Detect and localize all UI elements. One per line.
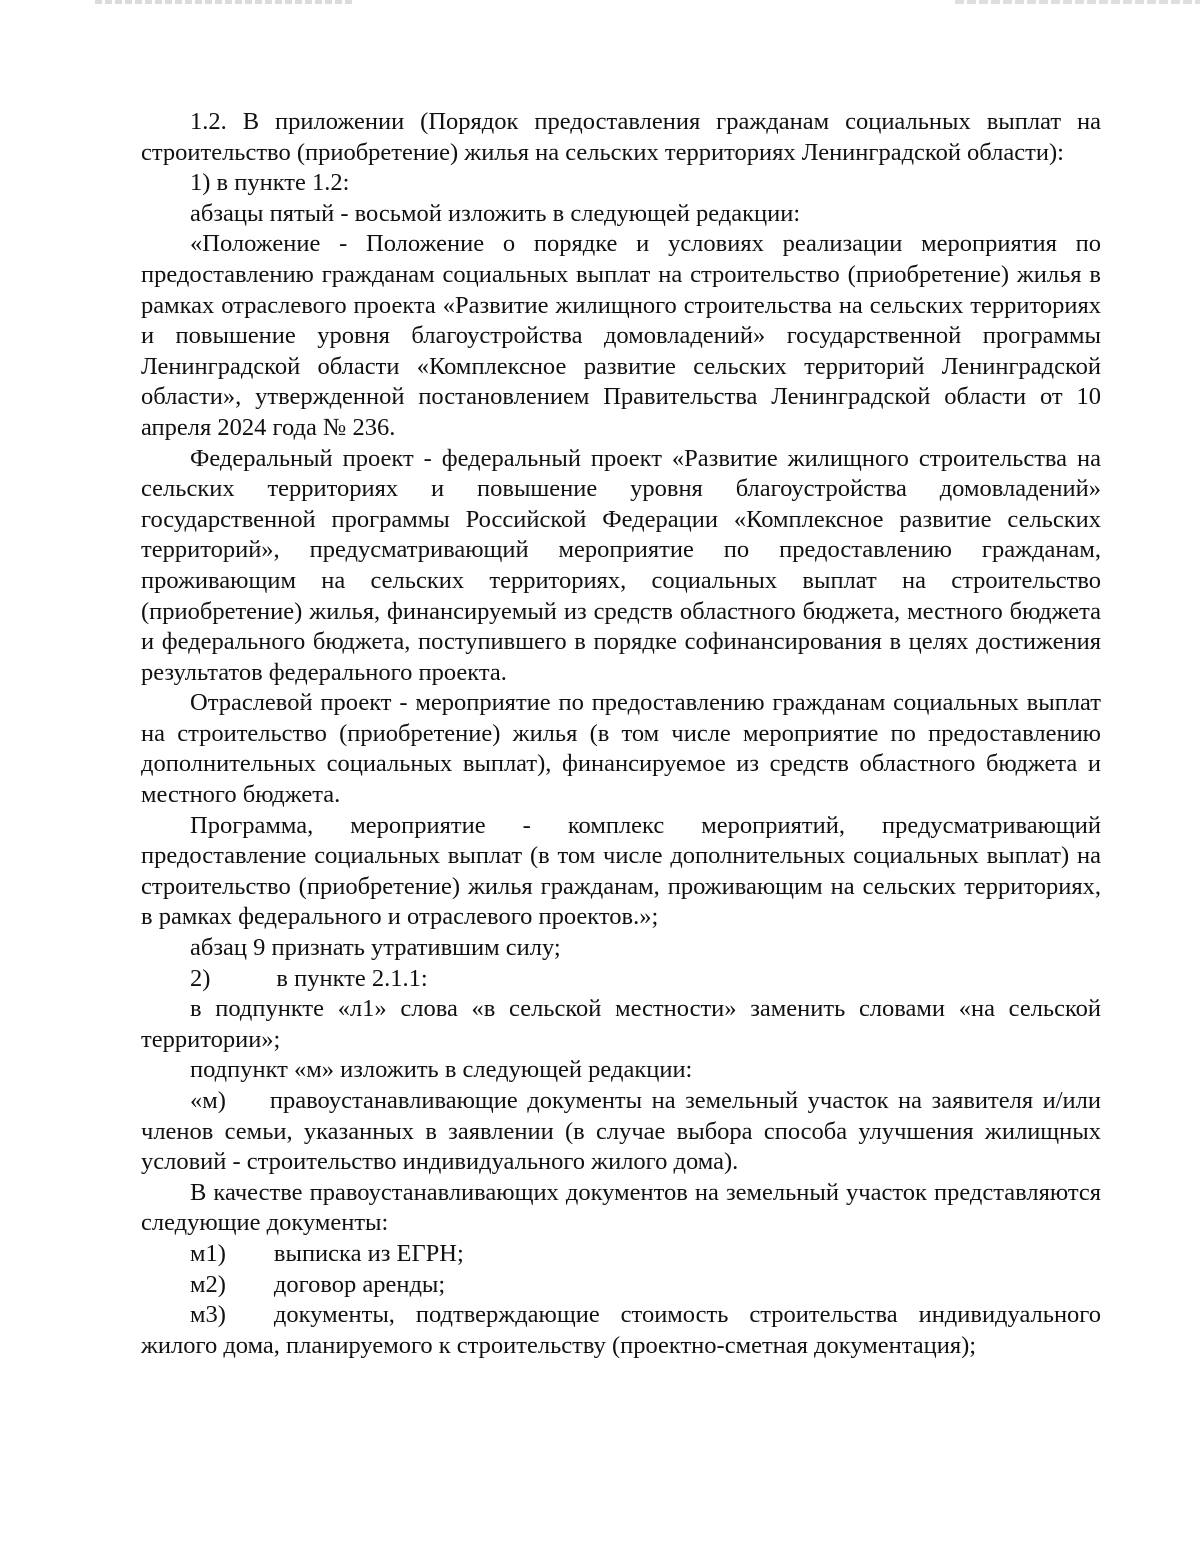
definition-federal-project: Федеральный проект - федеральный проект «Развитие жилищного строительства на сельских территориях и повышение уровня благоустройства домовладений» государственной программы Российской Федерации «Комплексное развитие сельских территорий», предусматривающий мероприятие по предоставлению гражданам, проживающим на сельских территориях, социальных выплат на строительство (приобретение) жилья, финансируемый из средств областного бюджета, местного бюджета и федерального бюджета, поступившего в порядке софинансирования в целях достижения результатов федерального проекта. bbox=[141, 444, 1101, 686]
subitem-m2-text: договор аренды; bbox=[273, 1270, 446, 1298]
subitem-m2 bbox=[141, 1270, 1101, 1301]
intro-paragraph: 1.2. В приложении (Порядок предоставления гражданам социальных выплат на строительство (приобретение) жилья на сельских территориях Ленинградской области): bbox=[141, 108, 1101, 166]
item-2 bbox=[141, 964, 1101, 995]
document-body bbox=[141, 107, 1101, 1361]
subitem-m1-text: выписка из ЕГРН; bbox=[273, 1239, 464, 1267]
subitem-m3-text: документы, подтверждающие стоимость строительства индивидуального жилого дома, планируемого к строительству (проектно-сметная документация); bbox=[141, 1301, 1101, 1359]
subitem-m1 bbox=[141, 1239, 1101, 1270]
subparagraph-m-marker: «м) bbox=[190, 1087, 226, 1114]
item-1-marker: 1) bbox=[190, 169, 211, 197]
subitem-m3-marker: м3) bbox=[190, 1301, 226, 1329]
subitem-m1-marker: м1) bbox=[190, 1239, 226, 1267]
item-2-text: в пункте 2.1.1: bbox=[276, 964, 428, 992]
scan-edge-artifact-left bbox=[95, 0, 355, 4]
definition-program: Программа, мероприятие - комплекс мероприятий, предусматривающий предоставление социальных выплат (в том числе дополнительных социальных выплат) на строительство (приобретение) жилья гражданам, проживающим на сельских территориях, в рамках федерального и отраслевого проектов.»; bbox=[141, 811, 1101, 931]
subparagraph-m-text: правоустанавливающие документы на земельный участок на заявителя и/или членов семьи, указанных в заявлении (в случае выбора способа улучшения жилищных условий - строительство индивидуального жилого дома). bbox=[141, 1087, 1101, 1176]
subitem-m3 bbox=[141, 1300, 1101, 1361]
definition-polozhenie: «Положение - Положение о порядке и условиях реализации мероприятия по предоставлению гражданам социальных выплат на строительство (приобретение) жилья в рамках отраслевого проекта «Развитие жилищного строительства на сельских территориях и повышение уровня благоустройства домовладений» государственной программы Ленинградской области «Комплексное развитие сельских территорий Ленинградской области», утвержденной постановлением Правительства Ленинградской области от 10 апреля 2024 года № 236. bbox=[141, 230, 1101, 441]
instruction-subparagraph-l1: в подпункте «л1» слова «в сельской местности» заменить словами «на сельской территории»; bbox=[141, 995, 1101, 1053]
item-2-marker: 2) bbox=[190, 964, 211, 992]
item-1-text: в пункте 1.2: bbox=[216, 169, 350, 197]
item-1 bbox=[141, 168, 1101, 199]
definition-sectoral-project: Отраслевой проект - мероприятие по предоставлению гражданам социальных выплат на строительство (приобретение) жилья (в том числе мероприятие по предоставлению дополнительных социальных выплат), финансируемое из средств областного бюджета и местного бюджета. bbox=[141, 689, 1101, 809]
subparagraph-m bbox=[141, 1086, 1101, 1178]
instruction-subparagraph-m: подпункт «м» изложить в следующей редакции: bbox=[190, 1056, 693, 1084]
subitem-m2-marker: м2) bbox=[190, 1270, 226, 1298]
documents-intro: В качестве правоустанавливающих документов на земельный участок представляются следующие документы: bbox=[141, 1178, 1101, 1237]
instruction-paragraphs-5-8: абзацы пятый - восьмой изложить в следующей редакции: bbox=[190, 199, 801, 227]
instruction-paragraph-9: абзац 9 признать утратившим силу; bbox=[190, 934, 561, 962]
scan-edge-artifact-right bbox=[955, 0, 1200, 4]
